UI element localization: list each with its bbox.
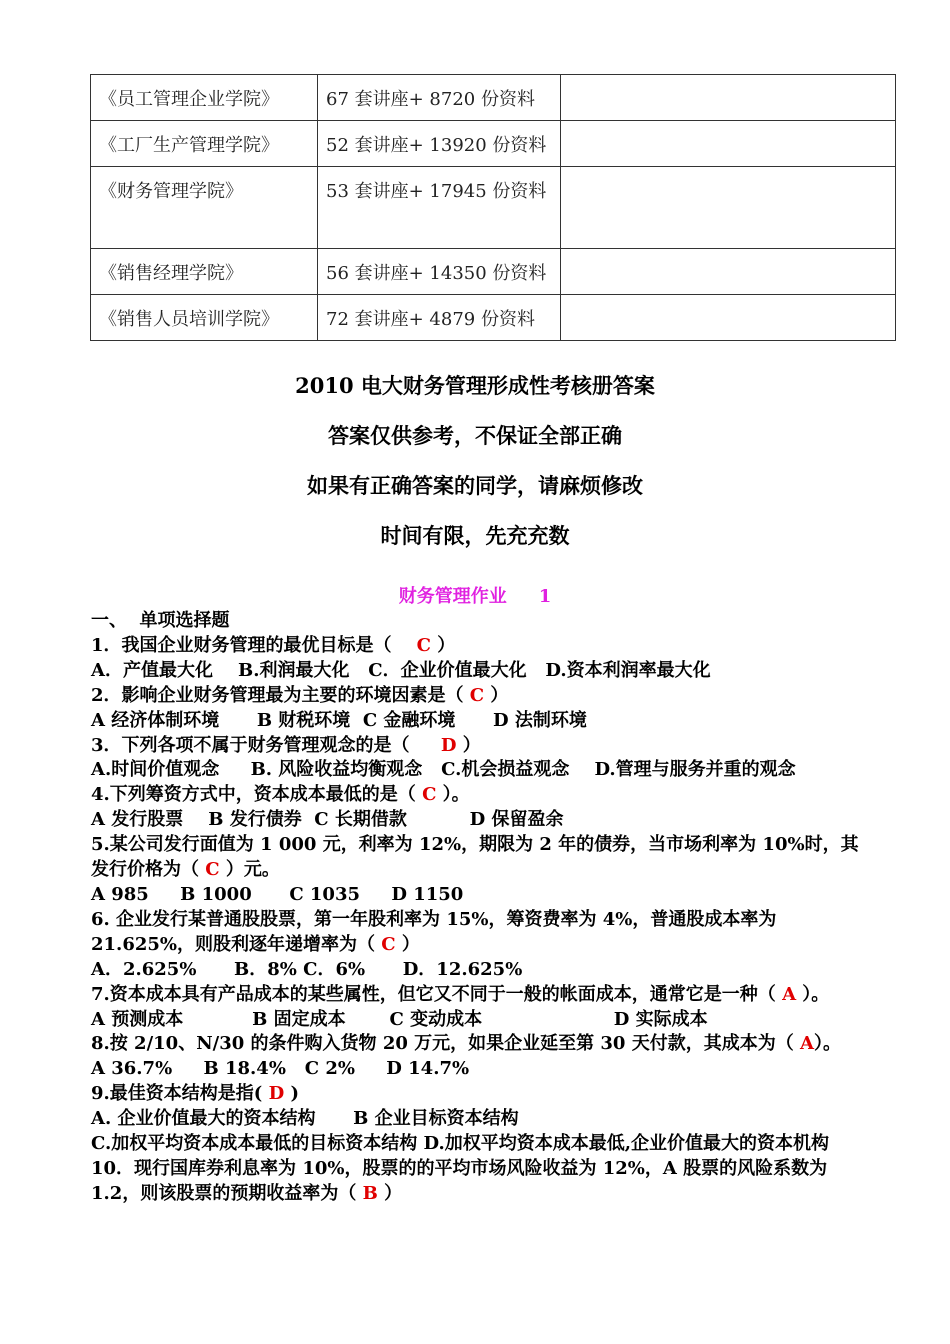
question-2 <box>91 684 866 709</box>
question-text: 7.资本成本具有产品成本的某些属性，但它又不同于一般的帐面成本，通常它是一种（ <box>91 983 783 1005</box>
question-text: 3．下列各项不属于财务管理观念的是（ <box>91 734 441 756</box>
question-7 <box>91 983 866 1008</box>
table-cell-name: 《销售经理学院》 <box>91 249 318 295</box>
table-cell-name: 《工厂生产管理学院》 <box>91 121 318 167</box>
section-heading: 一、 单项选择题 <box>91 610 230 631</box>
answer-mark: D <box>262 1083 291 1105</box>
question-5 <box>91 833 866 883</box>
table-cell-name: 《财务管理学院》 <box>91 167 318 249</box>
table-cell-desc: 53 套讲座+ 17945 份资料 <box>318 167 561 249</box>
answer-mark: B <box>362 1182 378 1204</box>
question-8-options: A 36.7% B 18.4% C 2% D 14.7% <box>91 1058 470 1080</box>
question-2-options: A 经济体制环境 B 财税环境 C 金融环境 D 法制环境 <box>91 709 587 731</box>
question-suffix: ）。 <box>436 784 470 806</box>
question-9-options-1: A. 企业价值最大的资本结构 B 企业目标资本结构 <box>91 1108 519 1130</box>
question-suffix: ） <box>456 734 481 756</box>
table-row <box>91 167 896 249</box>
question-text: 10．现行国库券利息率为 10%，股票的的平均市场风险收益为 12%，A 股票的风险系数为 1.2，则该股票的预期收益率为（ <box>91 1157 828 1204</box>
question-text: 9.最佳资本结构是指( <box>91 1083 263 1105</box>
question-text: 8.按 2/10、N/30 的条件购入货物 20 万元，如果企业延至第 30 天付款，其成本为（ <box>91 1033 800 1055</box>
question-suffix: ） <box>377 1182 403 1204</box>
table-row <box>91 295 896 341</box>
question-text: 1．我国企业财务管理的最优目标是（ <box>91 634 417 656</box>
question-6 <box>91 908 866 958</box>
table-cell-desc: 52 套讲座+ 13920 份资料 <box>318 121 561 167</box>
table-cell-desc: 56 套讲座+ 14350 份资料 <box>318 249 561 295</box>
table-cell-extra <box>561 121 896 167</box>
question-9 <box>91 1082 866 1107</box>
question-suffix: ) <box>290 1083 299 1105</box>
document-headings <box>0 366 950 566</box>
answer-mark: A <box>782 983 797 1005</box>
question-7-options: A 预测成本 B 固定成本 C 变动成本 D 实际成本 <box>91 1008 708 1030</box>
table-cell-extra <box>561 75 896 121</box>
answer-mark: C <box>416 634 431 656</box>
question-text: 5.某公司发行面值为 1 000 元，利率为 12%，期限为 2 年的债券，当市场利率为 10%时，其发行价格为（ <box>91 834 859 881</box>
question-text: 6. 企业发行某普通股股票，第一年股利率为 15%，筹资费率为 4%，普通股成本率为 21.625%，则股利逐年递增率为（ <box>91 908 777 955</box>
answer-mark: D <box>440 734 457 756</box>
disclaimer-line: 答案仅供参考，不保证全部正确 <box>328 423 622 448</box>
table-cell-name: 《销售人员培训学院》 <box>91 295 318 341</box>
answer-mark: C <box>381 933 396 955</box>
question-text: 2．影响企业财务管理最为主要的环境因素是（ <box>91 684 470 706</box>
answer-mark: A <box>799 1033 814 1055</box>
question-suffix: ）元。 <box>219 859 280 881</box>
answer-mark: C <box>205 859 220 881</box>
table-row <box>91 121 896 167</box>
table-row <box>91 75 896 121</box>
question-suffix: ）。 <box>813 1033 841 1055</box>
answer-mark: C <box>469 684 485 706</box>
table-cell-extra <box>561 167 896 249</box>
table-cell-desc: 72 套讲座+ 4879 份资料 <box>318 295 561 341</box>
question-list <box>91 609 866 1207</box>
question-suffix: ） <box>484 684 509 706</box>
question-1-options: A．产值最大化 B.利润最大化 C．企业价值最大化 D.资本利润率最大化 <box>91 659 711 681</box>
question-suffix: ） <box>395 933 420 955</box>
time-note-line: 时间有限，先充充数 <box>380 523 570 548</box>
homework-title-text: 财务管理作业 <box>398 586 507 607</box>
table-cell-desc: 67 套讲座+ 8720 份资料 <box>318 75 561 121</box>
question-suffix: ） <box>430 634 456 656</box>
correction-request-line: 如果有正确答案的同学，请麻烦修改 <box>307 473 643 498</box>
question-4 <box>91 783 866 808</box>
table-cell-extra <box>561 295 896 341</box>
table-cell-extra <box>561 249 896 295</box>
question-4-options: A 发行股票 B 发行债券 C 长期借款 D 保留盈余 <box>91 809 564 831</box>
answer-mark: C <box>422 784 437 806</box>
question-suffix: ）。 <box>796 983 830 1005</box>
question-3 <box>91 734 866 759</box>
resource-table <box>90 74 896 341</box>
table-cell-name: 《员工管理企业学院》 <box>91 75 318 121</box>
question-text: 4.下列筹资方式中，资本成本最低的是（ <box>91 784 423 806</box>
question-6-options: A．2.625% B．8% C．6% D．12.625% <box>91 958 523 980</box>
question-9-options-2: C.加权平均资本成本最低的目标资本结构 D.加权平均资本成本最低,企业价值最大的资本机构 <box>91 1133 830 1155</box>
question-10 <box>91 1157 866 1207</box>
document-title: 2010 电大财务管理形成性考核册答案 <box>295 373 655 398</box>
question-8 <box>91 1032 866 1057</box>
question-1 <box>91 634 866 659</box>
question-3-options: A.时间价值观念 B. 风险收益均衡观念 C.机会损益观念 D.管理与服务并重的观念 <box>91 759 796 781</box>
homework-number: 1 <box>538 586 552 607</box>
homework-title <box>0 584 950 610</box>
question-5-options: A 985 B 1000 C 1035 D 1150 <box>91 883 464 905</box>
table-row <box>91 249 896 295</box>
